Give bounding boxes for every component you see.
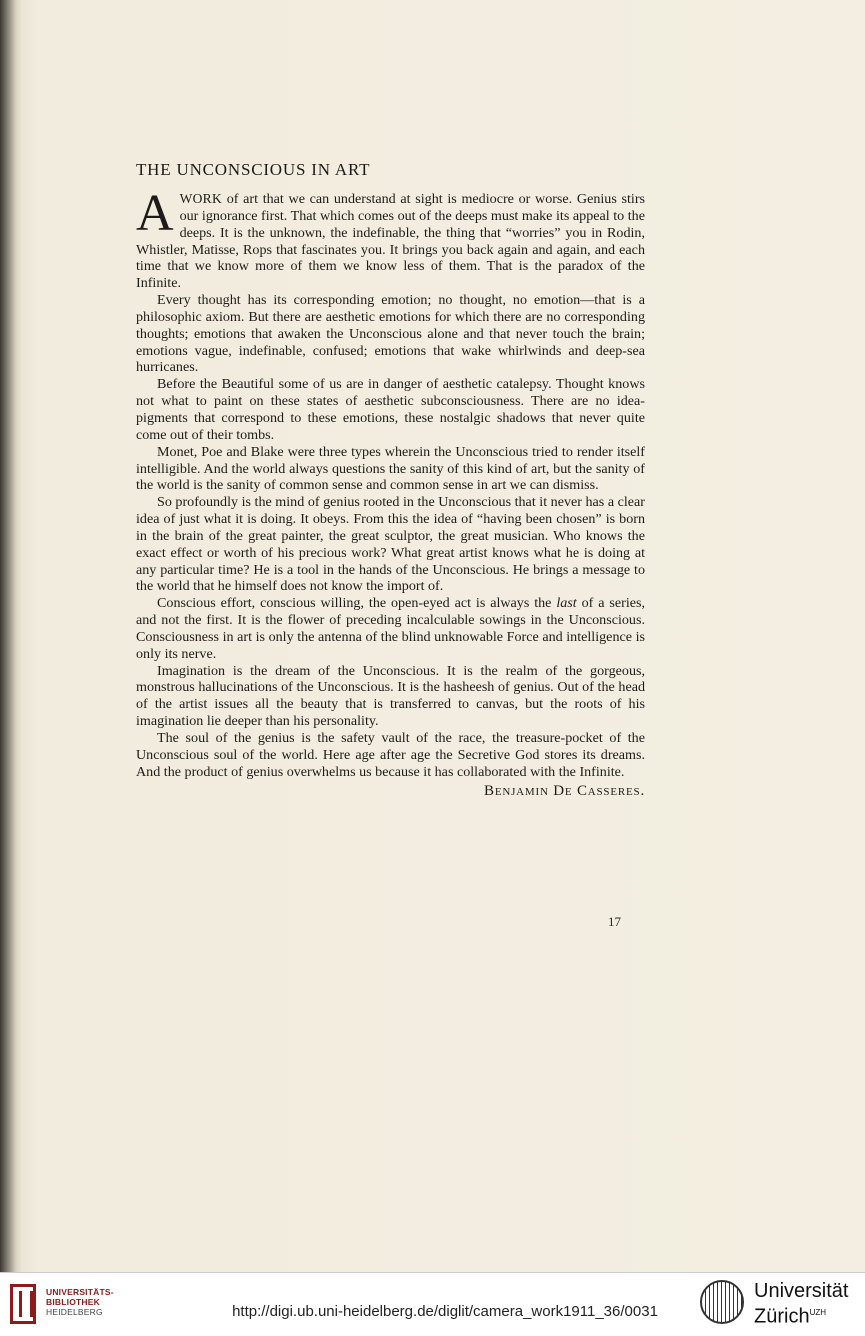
library-line-2: BIBLIOTHEK [46,1297,100,1307]
uzh-logo[interactable] [700,1279,860,1331]
emphasis-last: last [556,595,577,612]
uzh-line-2-text: Zürich [754,1305,810,1328]
paragraph-6-text-a: Conscious effort, conscious willing, the open-eyed act is always the [157,595,557,612]
paragraph-7: Imagination is the dream of the Unconscious. It is the realm of the gorgeous, monstrous hallucinations of the Unconscious. It is the hasheesh of genius. Out of the head of the artist issues all the beauty that is transferred to canvas, but the roots of his imagination lie deeper than his personality. [136,662,645,730]
uzh-line-1: Universität [754,1280,849,1302]
paragraph-8: The soul of the genius is the safety vault of the race, the treasure-pocket of the Unconscious soul of the world. Here age after age the Secretive God stores its dreams. And the product of genius overwhelms us because it has collaborated with the Infinite. [136,730,645,780]
library-line-3: HEIDELBERG [46,1307,103,1317]
paragraph-1 [136,185,645,292]
author-signature: Benjamin De Casseres. [484,782,645,799]
viewer-footer [0,1272,865,1336]
drop-cap: A [136,185,174,242]
uzh-line-2 [754,1302,848,1328]
library-line-1: UNIVERSITÄTS- [46,1287,114,1297]
uzh-name [754,1280,848,1328]
university-seal-icon [700,1280,744,1324]
permalink-url[interactable]: http://digi.ub.uni-heidelberg.de/diglit/camera_work1911_36/0031 [232,1303,658,1320]
page-binding-edge [0,0,22,1272]
article-body [136,160,645,799]
page-number: 17 [608,914,621,929]
paragraph-1-text: of art that we can understand at sight is mediocre or worse. Genius stirs our ignorance first. That which comes out of the deeps must make its appeal to the deeps. It is the unknown, the indefinable, the thing that “worries” you in Rodin, Whistler, Matisse, Rops that fascinates you. It brings you back again and again, and each time that we know more of them we know less of them. That is the paradox of the Infinite. [136,191,645,292]
paragraph-2: Every thought has its corresponding emotion; no thought, no emotion—that is a philosophic axiom. But there are aesthetic emotions for which there are no corresponding thoughts; emotions that awaken the Unconscious alone and that never touch the brain; emotions vague, indefinable, confused; emotions that wake whirlwinds and deep-sea hurricanes. [136,292,645,376]
uzh-superscript: UZH [809,1308,827,1317]
first-word: WORK [179,191,223,206]
paragraph-6-text-b: of a series, and not the first. It is the flower of preceding incalculable sowings in the Unconscious. Consciousness in art is only the antenna of the blind unknowable Force and intelligence is only its nerve. [136,595,645,662]
article-title: THE UNCONSCIOUS IN ART [136,160,371,179]
paragraph-3: Before the Beautiful some of us are in danger of aesthetic catalepsy. Thought knows not what to paint on these states of aesthetic subconsciousness. There are no idea-pigments that correspond to these emotions, these nostalgic shadows that never quite come out of their tombs. [136,376,645,443]
paragraph-6 [136,595,645,662]
paragraph-4: Monet, Poe and Blake were three types wherein the Unconscious tried to render itself intelligible. And the world always questions the sanity of this kind of art, but the sanity of the world is the sanity of common sense and common sense in art we can dismiss. [136,443,645,494]
paragraph-5: So profoundly is the mind of genius rooted in the Unconscious that it never has a clear idea of just what it is doing. It obeys. From this the idea of “having been chosen” is born in the brain of the great painter, the great sculptor, the great musician. Who knows the exact effect or worth of his precious work? What great artist knows what he is doing at any particular time? He is a tool in the hands of the Unconscious. He brings a message to the world that he himself does not know the import of. [136,494,645,595]
